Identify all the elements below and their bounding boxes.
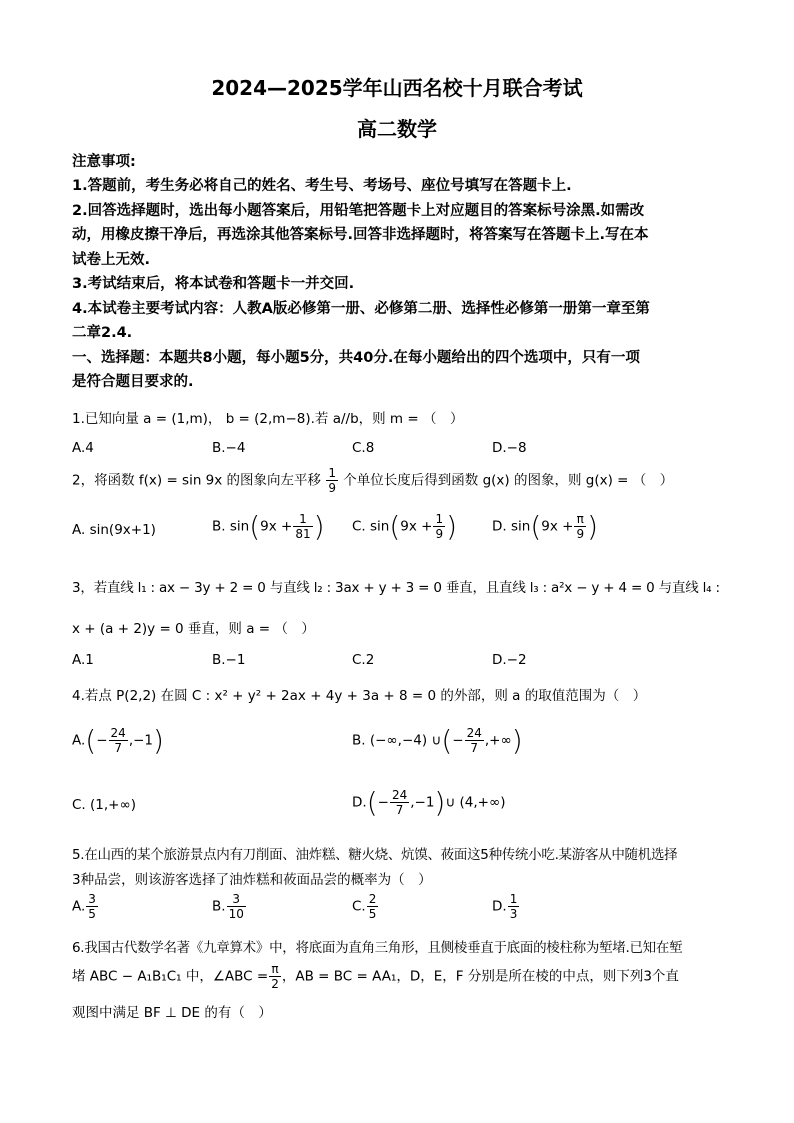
fraction-denominator: 9 bbox=[576, 527, 585, 541]
left-paren: ( bbox=[530, 510, 542, 543]
question-4-stem: 4.若点 P(2,2) 在圆 C : x² + y² + 2ax + 4y + 3a + 8 = 0 的外部，则 a 的取值范围为（ ） bbox=[72, 688, 647, 704]
fraction-numerator: 24 bbox=[110, 726, 126, 740]
option-fraction bbox=[508, 892, 520, 921]
question-1-stem: 1.已知向量 a = (1,m)， b = (2,m−8).若 a//b，则 m = （ ） bbox=[72, 411, 464, 427]
question-5-line-2: 3种品尝，则该游客选择了油炸糕和莜面品尝的概率为（ ） bbox=[72, 872, 432, 888]
fraction-numerator: 1 bbox=[435, 512, 444, 526]
question-1-option-d: D.−8 bbox=[492, 440, 527, 456]
fraction-numerator: 2 bbox=[368, 892, 377, 906]
question-3-option-c: C.2 bbox=[352, 652, 375, 668]
question-3-line-2: x + (a + 2)y = 0 垂直，则 a = （ ） bbox=[72, 621, 315, 637]
notice-item-1: 1.答题前，考生务必将自己的姓名、考生号、考场号、座位号填写在答题卡上. bbox=[72, 178, 572, 194]
notice-heading: 注意事项: bbox=[72, 154, 136, 170]
fraction-numerator: π bbox=[574, 512, 586, 527]
fraction-numerator: 1 bbox=[328, 466, 336, 480]
section-heading: 一、选择题：本题共8小题，每小题5分，共40分.在每小题给出的四个选项中，只有一项 bbox=[72, 350, 640, 366]
option-fraction bbox=[227, 892, 246, 921]
option-label: D. sin bbox=[492, 518, 531, 535]
option-expr: ,+∞ bbox=[484, 732, 512, 749]
question-4-option-b: B. (−∞,−4) ∪(− $\frac{24}{7}$ ,+∞) bbox=[352, 724, 523, 757]
right-paren: ) bbox=[313, 510, 325, 543]
fraction-denominator: 7 bbox=[395, 803, 404, 817]
question-2-option-b bbox=[212, 510, 325, 543]
option-label: B. bbox=[212, 898, 226, 915]
option-expr-tail: ∪ (4,+∞) bbox=[445, 794, 506, 811]
question-2-option-a: A. sin(9x+1) bbox=[72, 522, 156, 538]
option-label: A. bbox=[72, 732, 86, 749]
question-2-option-c bbox=[352, 510, 457, 543]
notice-item-2-end: 试卷上无效. bbox=[72, 252, 151, 268]
fraction-denominator: 81 bbox=[295, 527, 311, 541]
right-paren: ) bbox=[511, 724, 523, 757]
fraction-numerator: π bbox=[269, 962, 281, 977]
question-6-expr-end: ，AB = BC = AA₁，D，E，F 分别是所在棱的中点，则下列3个直 bbox=[281, 968, 679, 985]
fraction-denominator: 10 bbox=[228, 907, 244, 921]
option-fraction bbox=[465, 726, 484, 755]
option-fraction bbox=[574, 512, 586, 541]
question-5-option-d bbox=[492, 892, 520, 921]
option-label: B. sin bbox=[212, 518, 250, 535]
option-label: D. bbox=[352, 794, 367, 811]
question-5-option-b bbox=[212, 892, 247, 921]
right-paren: ) bbox=[153, 724, 164, 757]
left-paren: ( bbox=[85, 724, 97, 757]
option-fraction bbox=[293, 512, 312, 541]
fraction-numerator: 3 bbox=[227, 892, 246, 907]
fraction-numerator: 1 bbox=[509, 892, 518, 906]
fraction-denominator: 7 bbox=[114, 741, 122, 755]
notice-item-2-cont: 动，用橡皮擦干净后，再选涂其他答案标号.回答非选择题时，将答案写在答题卡上.写在本 bbox=[72, 227, 649, 243]
question-1-option-a: A.4 bbox=[72, 440, 94, 456]
exam-subject: 高二数学 bbox=[357, 117, 437, 141]
left-paren: ( bbox=[389, 510, 401, 543]
question-6-expr-start: 堵 ABC − A₁B₁C₁ 中，∠ABC = bbox=[72, 968, 269, 985]
question-3-option-b: B.−1 bbox=[212, 652, 246, 668]
option-expr: 9x + bbox=[260, 518, 293, 535]
option-label: D. bbox=[492, 898, 507, 915]
option-label: B. (−∞,−4) ∪ bbox=[352, 732, 442, 749]
option-fraction bbox=[390, 788, 409, 817]
option-fraction bbox=[86, 892, 98, 921]
notice-item-3: 3.考试结束后，将本试卷和答题卡一并交回. bbox=[72, 276, 355, 292]
section-heading-cont: 是符合题目要求的. bbox=[72, 374, 194, 390]
right-paren: ) bbox=[434, 786, 446, 819]
fraction-denominator: 7 bbox=[470, 741, 479, 755]
left-paren: ( bbox=[249, 510, 261, 543]
option-expr: 9x + bbox=[400, 518, 433, 535]
question-4-option-a: A.(− $\frac{24}{7}$ ,−1) bbox=[72, 724, 164, 757]
notice-item-4-cont: 二章2.4. bbox=[72, 325, 133, 341]
fraction-numerator: 3 bbox=[88, 892, 96, 906]
question-5-option-c bbox=[352, 892, 379, 921]
notice-item-2: 2.回答选择题时，选出每小题答案后，用铅笔把答题卡上对应题目的答案标号涂黑.如需改 bbox=[72, 203, 645, 219]
question-2-stem-start: 2，将函数 f(x) = sin 9x 的图象向左平移 bbox=[72, 472, 322, 489]
option-fraction bbox=[109, 726, 128, 755]
option-expr: ,−1 bbox=[128, 732, 154, 749]
question-2-stem-end: 个单位长度后得到函数 g(x) 的图象，则 g(x) = （ ） bbox=[343, 472, 674, 489]
option-expr: 9x + bbox=[541, 518, 574, 535]
option-label: C. sin bbox=[352, 518, 390, 535]
fraction-denominator: 3 bbox=[509, 907, 518, 921]
left-paren: ( bbox=[366, 786, 378, 819]
right-paren: ) bbox=[587, 510, 599, 543]
notice-item-4: 4.本试卷主要考试内容：人教A版必修第一册、必修第二册、选择性必修第一册第一章至第 bbox=[72, 301, 650, 317]
question-2-fraction bbox=[326, 466, 338, 495]
exam-title: 2024—2025学年山西名校十月联合考试 bbox=[211, 76, 583, 100]
fraction-numerator: 24 bbox=[391, 788, 408, 802]
left-paren: ( bbox=[441, 724, 453, 757]
question-5-line-1: 5.在山西的某个旅游景点内有刀削面、油炸糕、糖火烧、炕馍、莜面这5种传统小吃.某游客从中随机选择 bbox=[72, 847, 678, 863]
option-fraction bbox=[433, 512, 445, 541]
question-5-option-a bbox=[72, 892, 99, 921]
fraction-numerator: 1 bbox=[293, 512, 312, 527]
question-3-option-d: D.−2 bbox=[492, 652, 527, 668]
fraction-denominator: 5 bbox=[368, 907, 377, 921]
question-6-line-2 bbox=[72, 962, 722, 991]
right-paren: ) bbox=[446, 510, 458, 543]
fraction-denominator: 5 bbox=[88, 907, 96, 921]
question-6-line-3: 观图中满足 BF ⊥ DE 的有（ ） bbox=[72, 1005, 272, 1021]
question-1-option-c: C.8 bbox=[352, 440, 375, 456]
fraction-denominator: 9 bbox=[328, 481, 336, 495]
question-4-option-c: C. (1,+∞) bbox=[72, 797, 136, 813]
option-expr: ,−1 bbox=[410, 794, 435, 811]
fraction-denominator: 9 bbox=[435, 527, 444, 541]
fraction-denominator: 2 bbox=[271, 977, 279, 991]
option-label: C. bbox=[352, 898, 366, 915]
question-3-line-1: 3，若直线 l₁ : ax − 3y + 2 = 0 与直线 l₂ : 3ax + y + 3 = 0 垂直，且直线 l₃ : a²x − y + 4 = 0 与直线 l₄ : bbox=[72, 580, 720, 596]
question-6-line-1: 6.我国古代数学名著《九章算术》中，将底面为直角三角形，且侧棱垂直于底面的棱柱称为堑堵.已知在堑 bbox=[72, 940, 683, 956]
question-1-option-b: B.−4 bbox=[212, 440, 246, 456]
question-2-stem bbox=[72, 466, 722, 495]
question-6-fraction bbox=[269, 962, 281, 991]
fraction-numerator: 24 bbox=[466, 726, 482, 740]
question-3-option-a: A.1 bbox=[72, 652, 94, 668]
option-label: A. bbox=[72, 898, 86, 915]
question-2-option-d bbox=[492, 510, 598, 543]
option-fraction bbox=[367, 892, 379, 921]
question-4-option-d: D.(− $\frac{24}{7}$ ,−1)∪ (4,+∞) bbox=[352, 786, 506, 819]
